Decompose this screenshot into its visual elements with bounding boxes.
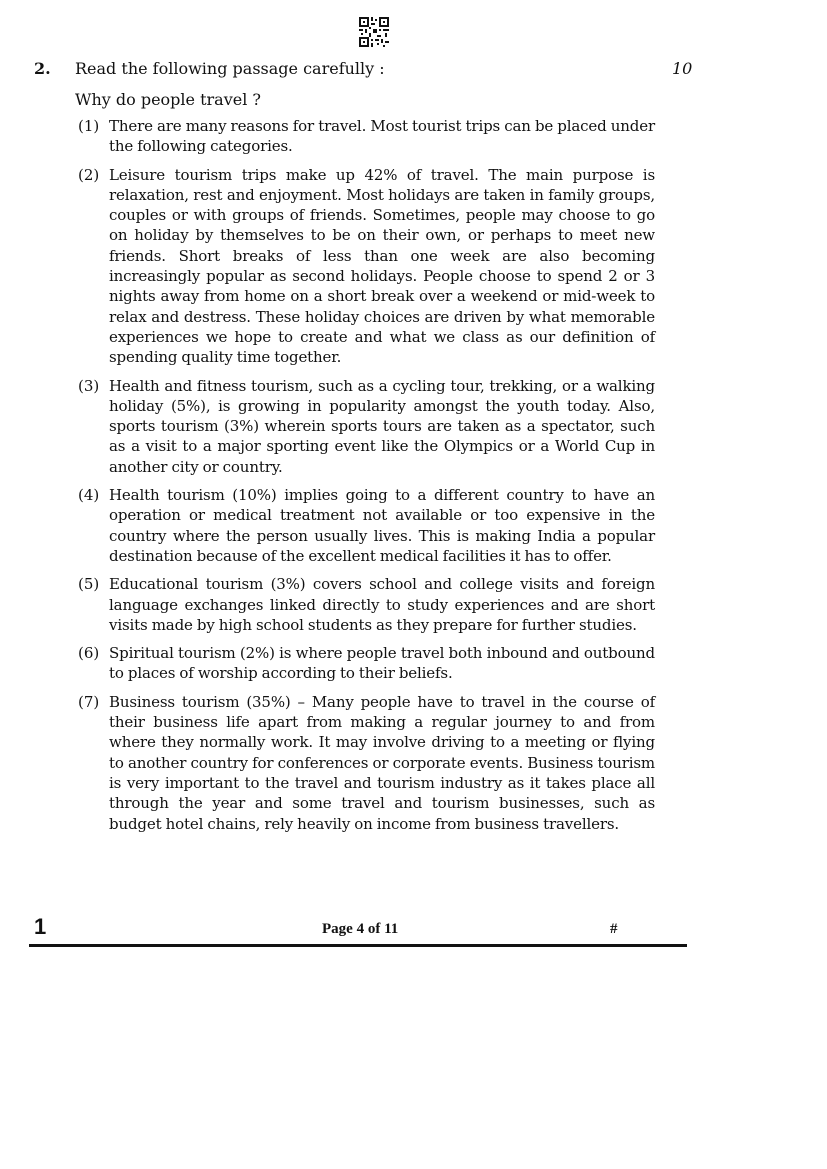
- passage-body: [78, 116, 655, 842]
- passage-paragraph: [78, 485, 655, 566]
- passage-paragraph: [78, 116, 655, 157]
- paragraph-number: (1): [78, 117, 100, 135]
- paragraph-number: (5): [78, 575, 100, 594]
- footer-divider: [29, 944, 687, 947]
- footer-set-code: 1: [34, 914, 47, 939]
- passage-paragraph: [78, 574, 655, 635]
- paragraph-text: There are many reasons for travel. Most tourist trips can be placed under the following categories.: [109, 117, 655, 156]
- passage-paragraph: [78, 692, 655, 834]
- page-footer: [0, 913, 827, 953]
- page-indicator: Page 4 of 11: [322, 921, 399, 937]
- paragraph-number: (3): [78, 376, 100, 395]
- paragraph-text: Business tourism (35%) – Many people have to travel in the course of their business life apart from making a regular journey to and from where they normally work. It may involve driving to a meeting or flying to another country for conferences or corporate events. Business tourism is very important to the travel and tourism industry as it takes place all through the year and some travel and tourism businesses, such as budget hotel chains, rely heavily on income from business travellers.: [109, 692, 655, 833]
- paragraph-text: Spiritual tourism (2%) is where people travel both inbound and outbound to places of worship according to their beliefs.: [109, 644, 655, 683]
- paragraph-text: Health tourism (10%) implies going to a different country to have an operation or medical treatment not available or too expensive in the country where the person usually lives. This is making India a popular destination because of the excellent medical facilities it has to offer.: [109, 486, 655, 565]
- paragraph-number: (6): [78, 644, 100, 663]
- passage-title: Why do people travel ?: [75, 90, 261, 109]
- question-marks: 10: [672, 59, 693, 78]
- question-number: 2.: [34, 59, 51, 78]
- paragraph-text: Leisure tourism trips make up 42% of travel. The main purpose is relaxation, rest and enjoyment. Most holidays are taken in family groups, couples or with groups of friends. Sometimes, people may choose to go on holiday by themselves to be on their own, or perhaps to meet new friends. Short breaks of less than one week are also becoming increasingly popular as second holidays. People choose to spend 2 or 3 nights away from home on a short break over a weekend or mid-week to relax and destress. These holiday choices are driven by what memorable experiences we hope to create and what we class as our definition of spending quality time together.: [109, 165, 655, 367]
- paragraph-text: Health and fitness tourism, such as a cycling tour, trekking, or a walking holiday (5%), is growing in popularity amongst the youth today. Also, sports tourism (3%) wherein sports tours are taken as a spectator, such as a visit to a major sporting event like the Olympics or a World Cup in another city or country.: [109, 376, 655, 476]
- qr-code-icon: [359, 17, 389, 47]
- passage-paragraph: [78, 376, 655, 477]
- paragraph-number: (2): [78, 165, 100, 184]
- paragraph-number: (7): [78, 692, 100, 711]
- passage-paragraph: [78, 643, 655, 684]
- footer-hash-mark: #: [610, 921, 618, 937]
- paragraph-number: (4): [78, 486, 100, 505]
- paragraph-text: Educational tourism (3%) covers school and college visits and foreign language exchanges linked directly to study experiences and are short visits made by high school students as they prepare for further studies.: [109, 575, 655, 634]
- passage-paragraph: [78, 165, 655, 368]
- question-prompt: Read the following passage carefully :: [75, 59, 385, 78]
